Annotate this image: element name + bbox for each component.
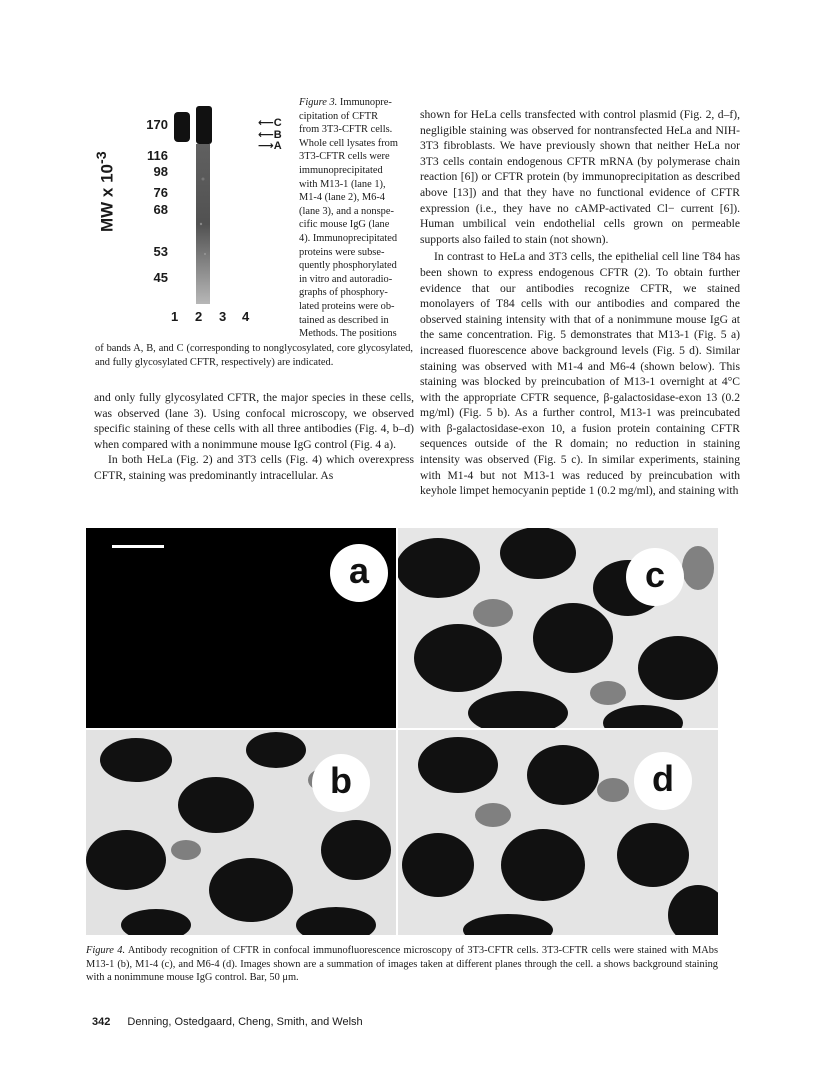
figure-4-caption: Figure 4. Antibody recognition of CFTR in confocal immunofluorescence microscopy of 3T3-CFTR cells. 3T3-CFTR cells were stained with MAbs M13-1 (b), M1-4 (c), and M6-4 (d). Images shown are a summation of images taken at different planes through the cell. a shows background staining with a nonimmune mouse IgG control. Bar, 50 μm. bbox=[86, 945, 718, 984]
lane-label: 1 bbox=[171, 309, 179, 324]
figure-3-caption: Figure 3. Immunopre- cipitation of CFTR from 3T3-CFTR cells. Whole cell lysates from 3T3-CFTR cells were immunoprecipitated with M13-1 (lane 1), M1-4 (lane 2), M6-4 (lane 3), and a nonspe- cific mouse IgG (lane 4). Immunoprecipitated proteins were subse- quently phosphorylated in vitro and autoradio- graphs of phosphory- lated proteins were ob- tained as described in Methods. The positions bbox=[299, 97, 398, 340]
mw-marker: 170 bbox=[146, 117, 168, 132]
mw-marker: 68 bbox=[153, 202, 168, 217]
band-label-c: ⟵C bbox=[258, 117, 282, 129]
page-footer bbox=[92, 1016, 363, 1028]
left-column bbox=[94, 390, 414, 484]
lane-label: 4 bbox=[242, 309, 250, 324]
right-paragraph-1: shown for HeLa cells transfected with control plasmid (Fig. 2, d–f), negligible staining was observed for nontransfected HeLa and NIH-3T3 fibroblasts. We have previously shown that neither HeLa nor 3T3 cells contain endogenous CFTR mRNA (by polymerase chain reaction [6]) or CFTR protein (by immunoprecipitation as described above [13]) and that they have no functional evidence of CFTR expression (i.e., they have no cAMP-activated Cl− current [6]). Human umbilical vein endothelial cells grown on permeable supports also failed to stain (not shown). bbox=[420, 108, 740, 246]
panel-c bbox=[398, 528, 718, 728]
caption-title: Figure 4. bbox=[86, 945, 126, 956]
lane-1-band bbox=[174, 112, 190, 142]
band-label-b: ⟵B bbox=[258, 129, 282, 141]
lane-2-band bbox=[196, 106, 212, 144]
mw-marker: 53 bbox=[153, 244, 168, 259]
scale-bar bbox=[112, 545, 164, 548]
panel-b bbox=[86, 730, 396, 935]
y-axis-label: MW x $10^{-3}$ bbox=[94, 151, 117, 232]
caption-title: Figure 3. bbox=[299, 97, 338, 108]
page-number: 342 bbox=[92, 1016, 111, 1028]
mw-marker: 116 bbox=[147, 148, 168, 163]
figure-3-caption-tail: of bands A, B, and C (corresponding to nonglycosylated, core glycosylated, and fully glycosylated CFTR, respectively) are indicated. bbox=[95, 343, 413, 368]
panel-label-c: c bbox=[626, 548, 684, 606]
band-label-a: ⟶A bbox=[258, 140, 282, 152]
lane-label: 2 bbox=[195, 309, 203, 324]
panel-a bbox=[86, 528, 396, 728]
panel-label-a: a bbox=[330, 544, 388, 602]
mw-marker: 45 bbox=[153, 270, 168, 285]
author-list: Denning, Ostedgaard, Cheng, Smith, and Welsh bbox=[127, 1016, 363, 1028]
panel-d bbox=[398, 730, 718, 935]
left-paragraph-1: and only fully glycosylated CFTR, the major species in these cells, was observed (lane 3). Using confocal microscopy, we observed specific staining of these cells with all three antibodies (Fig. 4, b–d) when compared with a nonimmune mouse IgG control (Fig. 4 a). bbox=[94, 391, 414, 451]
lane-label: 3 bbox=[219, 309, 227, 324]
mw-marker: 98 bbox=[153, 164, 168, 179]
panel-label-d: d bbox=[634, 752, 692, 810]
gel-image bbox=[168, 104, 258, 314]
panel-label-b: b bbox=[312, 754, 370, 812]
mw-marker: 76 bbox=[153, 185, 168, 200]
right-paragraph-2: In contrast to HeLa and 3T3 cells, the epithelial cell line T84 has been shown to express endogenous CFTR (2). To obtain further evidence that our antibodies recognize CFTR, we stained monolayers of T84 cells with our antibodies and compared the observed staining intensity with that of a nonimmune mouse IgG at the same concentration. Fig. 5 demonstrates that M13-1 (Fig. 5 a) increased fluorescence above background levels (Fig. 5 d). Similar staining was observed with M1-4 and M6-4 (shown below). This staining was blocked by preincubation of M13-1 overnight at 4°C with the appropriate CFTR sequence, β-galactosidase-exon 13 (0.2 mg/ml) (Fig. 5 b). As a further control, M13-1 was preincubated with β-galactosidase-exon 10, a fusion protein containing CFTR sequences outside of the R domain; no reduction in staining intensity was observed (Fig. 5 c). In similar experiments, staining with M1-4 but not M13-1 was reduced by preincubation with keyhole limpet hemocyanin peptide 1 (0.2 mg/ml), and staining with bbox=[420, 250, 740, 498]
left-paragraph-2: In both HeLa (Fig. 2) and 3T3 cells (Fig. 4) which overexpress CFTR, staining was predominantly intracellular. As bbox=[94, 453, 414, 482]
lane-2-smear bbox=[196, 144, 210, 304]
right-column bbox=[420, 107, 740, 499]
